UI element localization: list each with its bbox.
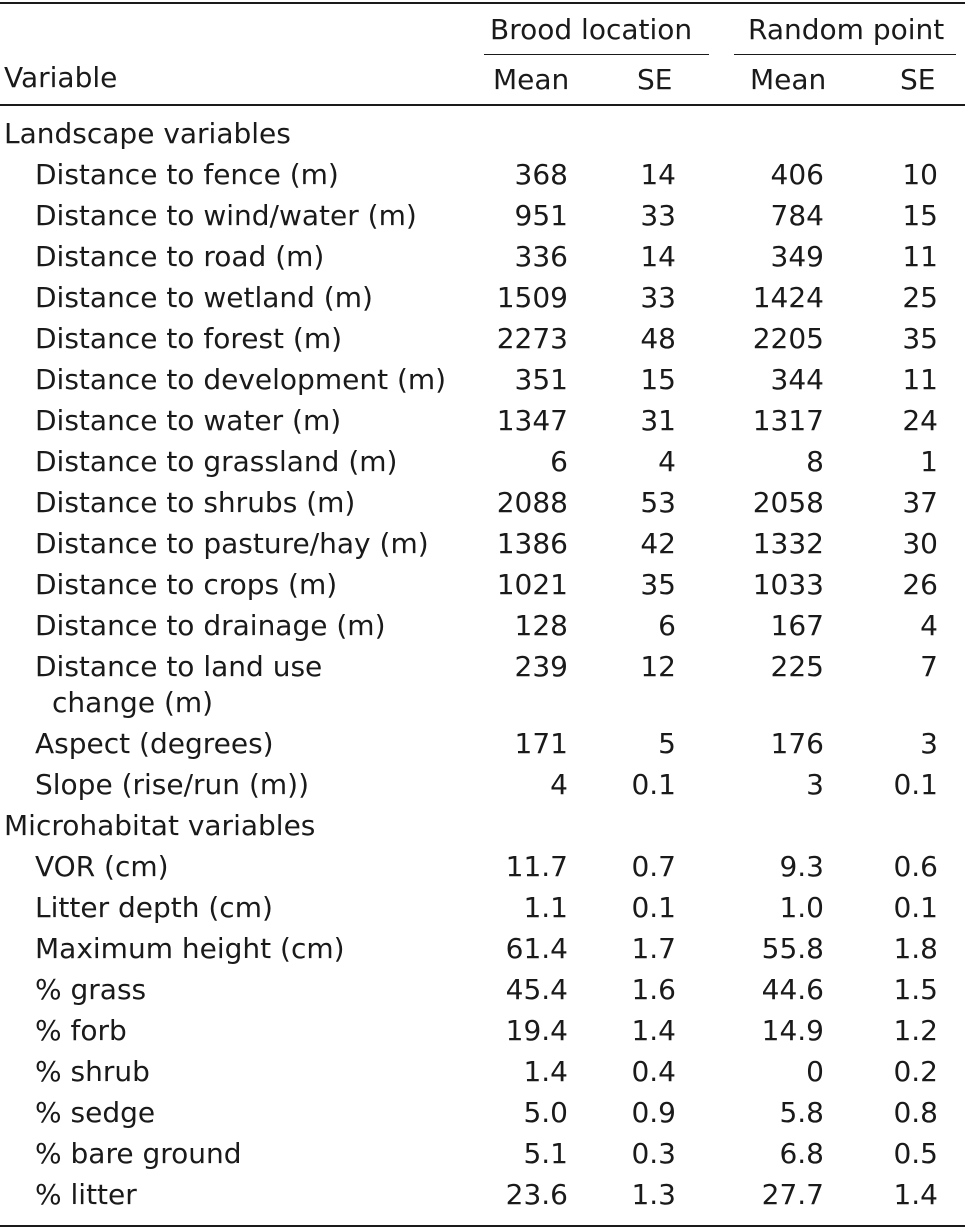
random-mean-value: 8 [806,445,824,478]
random-mean-value: 406 [770,158,824,191]
brood-se-value: 6 [658,609,676,642]
brood-se-value: 14 [640,158,676,191]
brood-mean-value: 1.4 [523,1055,568,1088]
variable-name: Maximum height (cm) [35,932,345,965]
random-se-value: 25 [902,281,938,314]
random-mean-value: 1317 [752,404,824,437]
brood-se-value: 0.1 [631,768,676,801]
random-mean-value: 349 [770,240,824,273]
random-se-value: 0.2 [893,1055,938,1088]
table-top-rule [0,2,965,4]
random-se-value: 0.6 [893,850,938,883]
random-se-value: 35 [902,322,938,355]
variable-name: Distance to drainage (m) [35,609,386,642]
variable-name: Distance to pasture/hay (m) [35,527,429,560]
random-se-value: 1.2 [893,1014,938,1047]
brood-mean-value: 336 [514,240,568,273]
brood-mean-value: 5.1 [523,1137,568,1170]
section-title: Microhabitat variables [4,809,316,842]
variable-name: Distance to fence (m) [35,158,339,191]
brood-se-value: 0.1 [631,891,676,924]
brood-se-value: 14 [640,240,676,273]
random-mean-value: 2205 [752,322,824,355]
brood-mean-value: 61.4 [505,932,568,965]
variable-name: Slope (rise/run (m)) [35,768,309,801]
random-se-value: 26 [902,568,938,601]
random-mean-value: 1424 [752,281,824,314]
variable-name: Distance to forest (m) [35,322,343,355]
random-mean-value: 55.8 [761,932,824,965]
brood-mean-value: 2273 [496,322,568,355]
random-se-value: 3 [920,727,938,760]
variable-name: Distance to road (m) [35,240,325,273]
column-header-brood-se: SE [637,63,673,96]
random-se-value: 37 [902,486,938,519]
brood-se-value: 53 [640,486,676,519]
random-se-value: 0.1 [893,768,938,801]
variable-name: % grass [35,973,147,1006]
random-se-value: 30 [902,527,938,560]
brood-se-value: 0.4 [631,1055,676,1088]
random-se-value: 15 [902,199,938,232]
variable-name: Distance to crops (m) [35,568,338,601]
variable-name: Distance to grassland (m) [35,445,398,478]
brood-mean-value: 239 [514,650,568,683]
random-mean-value: 784 [770,199,824,232]
column-header-random-mean: Mean [750,63,827,96]
brood-mean-value: 1347 [496,404,568,437]
random-mean-value: 6.8 [779,1137,824,1170]
brood-se-value: 5 [658,727,676,760]
brood-se-value: 0.7 [631,850,676,883]
brood-se-value: 31 [640,404,676,437]
random-se-value: 0.5 [893,1137,938,1170]
table-bottom-rule [0,1225,965,1227]
variable-name: Distance to shrubs (m) [35,486,356,519]
brood-mean-value: 351 [514,363,568,396]
brood-se-value: 1.4 [631,1014,676,1047]
variable-name: Distance to wind/water (m) [35,199,417,232]
random-se-value: 0.8 [893,1096,938,1129]
brood-se-value: 1.6 [631,973,676,1006]
brood-mean-value: 368 [514,158,568,191]
brood-se-value: 33 [640,199,676,232]
variable-name: % bare ground [35,1137,242,1170]
random-mean-value: 3 [806,768,824,801]
brood-mean-value: 1509 [496,281,568,314]
brood-mean-value: 128 [514,609,568,642]
variable-name: Distance to development (m) [35,363,447,396]
table-header-rule [0,104,965,106]
brood-se-value: 0.9 [631,1096,676,1129]
brood-se-value: 12 [640,650,676,683]
brood-mean-value: 19.4 [505,1014,568,1047]
brood-se-value: 15 [640,363,676,396]
group-header-brood-location: Brood location [490,13,693,46]
random-se-value: 24 [902,404,938,437]
column-header-brood-mean: Mean [493,63,570,96]
brood-se-value: 1.3 [631,1178,676,1211]
column-header-random-se: SE [900,63,936,96]
column-header-variable: Variable [4,61,118,94]
brood-se-value: 35 [640,568,676,601]
variable-name: Distance to wetland (m) [35,281,373,314]
random-point-underline [734,54,956,55]
variable-name: Litter depth (cm) [35,891,273,924]
random-mean-value: 1033 [752,568,824,601]
variable-name: % forb [35,1014,127,1047]
variable-name: % shrub [35,1055,150,1088]
random-mean-value: 9.3 [779,850,824,883]
random-se-value: 1.4 [893,1178,938,1211]
brood-mean-value: 23.6 [505,1178,568,1211]
brood-mean-value: 1386 [496,527,568,560]
group-header-random-point: Random point [748,13,945,46]
random-se-value: 0.1 [893,891,938,924]
brood-mean-value: 5.0 [523,1096,568,1129]
brood-mean-value: 11.7 [505,850,568,883]
random-se-value: 1 [920,445,938,478]
random-se-value: 4 [920,609,938,642]
brood-se-value: 48 [640,322,676,355]
random-mean-value: 225 [770,650,824,683]
brood-mean-value: 171 [514,727,568,760]
variable-name: % sedge [35,1096,156,1129]
random-mean-value: 167 [770,609,824,642]
brood-mean-value: 2088 [496,486,568,519]
variable-name: % litter [35,1178,137,1211]
random-se-value: 11 [902,240,938,273]
random-mean-value: 5.8 [779,1096,824,1129]
variable-name-continuation: change (m) [52,686,214,719]
brood-mean-value: 1.1 [523,891,568,924]
random-se-value: 1.5 [893,973,938,1006]
random-se-value: 1.8 [893,932,938,965]
brood-mean-value: 4 [550,768,568,801]
random-se-value: 7 [920,650,938,683]
brood-location-underline [484,54,709,55]
brood-se-value: 1.7 [631,932,676,965]
brood-se-value: 33 [640,281,676,314]
random-mean-value: 1.0 [779,891,824,924]
brood-se-value: 4 [658,445,676,478]
random-mean-value: 344 [770,363,824,396]
brood-mean-value: 6 [550,445,568,478]
random-mean-value: 27.7 [761,1178,824,1211]
brood-mean-value: 45.4 [505,973,568,1006]
random-mean-value: 2058 [752,486,824,519]
random-se-value: 10 [902,158,938,191]
random-mean-value: 44.6 [761,973,824,1006]
random-se-value: 11 [902,363,938,396]
random-mean-value: 1332 [752,527,824,560]
variable-name: Distance to land use [35,650,323,683]
variable-name: Aspect (degrees) [35,727,274,760]
variable-name: Distance to water (m) [35,404,342,437]
random-mean-value: 0 [806,1055,824,1088]
brood-se-value: 42 [640,527,676,560]
brood-mean-value: 1021 [496,568,568,601]
variable-name: VOR (cm) [35,850,169,883]
random-mean-value: 176 [770,727,824,760]
brood-mean-value: 951 [514,199,568,232]
brood-se-value: 0.3 [631,1137,676,1170]
section-title: Landscape variables [4,117,291,150]
random-mean-value: 14.9 [761,1014,824,1047]
